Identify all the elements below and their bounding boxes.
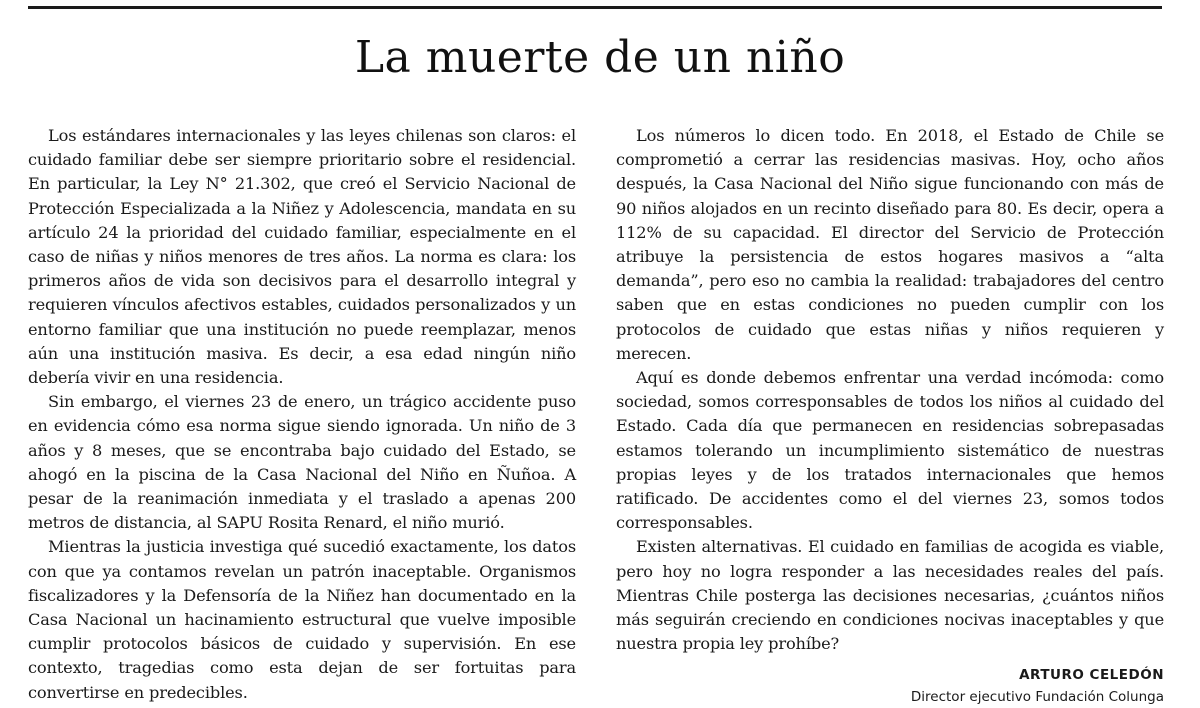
left-column <box>28 124 576 708</box>
paragraph: Aquí es donde debemos enfrentar una verdad incómoda: como sociedad, somos corresponsables de todos los niños al cuidado del Estado. Cada día que permanecen en residencias sobrepasadas estamos tolerando un incumplimiento sistemático de nuestras propias leyes y de los tratados internacionales que hemos ratificado. De accidentes como el del viernes 23, somos todos corresponsables. <box>616 368 1164 533</box>
paragraph: Sin embargo, el viernes 23 de enero, un trágico accidente puso en evidencia cómo esa norma sigue siendo ignorada. Un niño de 3 años y 8 meses, que se encontraba bajo cuidado del Estado, se ahogó en la piscina de la Casa Nacional del Niño en Ñuñoa. A pesar de la reanimación inmediata y el traslado a apenas 200 metros de distancia, al SAPU Rosita Renard, el niño murió. <box>28 392 576 533</box>
paragraph: Existen alternativas. El cuidado en familias de acogida es viable, pero hoy no logra responder a las necesidades reales del país. Mientras Chile posterga las decisiones necesarias, ¿cuántos niños más seguirán creciendo en condiciones nocivas inaceptables y que nuestra propia ley prohíbe? <box>616 537 1164 654</box>
right-column <box>616 124 1164 708</box>
article-headline: La muerte de un niño <box>354 32 846 83</box>
top-rule <box>28 6 1162 9</box>
author-role: Director ejecutivo Fundación Colunga <box>910 689 1164 706</box>
article-body <box>28 124 1164 708</box>
author-name: ARTURO CELEDÓN <box>1019 667 1164 684</box>
byline <box>616 664 1164 708</box>
paragraph: Los números lo dicen todo. En 2018, el Estado de Chile se comprometió a cerrar las residencias masivas. Hoy, ocho años después, la Casa Nacional del Niño sigue funcionando con más de 90 niños alojados en un recinto diseñado para 80. Es decir, opera a 112% de su capacidad. El director del Servicio de Protección atribuye la persistencia de estos hogares masivos a “alta demanda”, pero eso no cambia la realidad: trabajadores del centro saben que en estas condiciones no pueden cumplir con los protocolos de cuidado que estas niñas y niños requieren y merecen. <box>616 126 1164 363</box>
paragraph: Los estándares internacionales y las leyes chilenas son claros: el cuidado familiar debe ser siempre prioritario sobre el residencial. En particular, la Ley N° 21.302, que creó el Servicio Nacional de Protección Especializada a la Niñez y Adolescencia, mandata en su artículo 24 la prioridad del cuidado familiar, especialmente en el caso de niñas y niños menores de tres años. La norma es clara: los primeros años de vida son decisivos para el desarrollo integral y requieren vínculos afectivos estables, cuidados personalizados y un entorno familiar que una institución no puede reemplazar, menos aún una institución masiva. Es decir, a esa edad ningún niño debería vivir en una residencia. <box>28 126 576 388</box>
paragraph: Mientras la justicia investiga qué sucedió exactamente, los datos con que ya contamos revelan un patrón inaceptable. Organismos fiscalizadores y la Defensoría de la Niñez han documentado en la Casa Nacional un hacinamiento estructural que vuelve imposible cumplir protocolos básicos de cuidado y supervisión. En ese contexto, tragedias como esta dejan de ser fortuitas para convertirse en predecibles. <box>28 537 576 702</box>
